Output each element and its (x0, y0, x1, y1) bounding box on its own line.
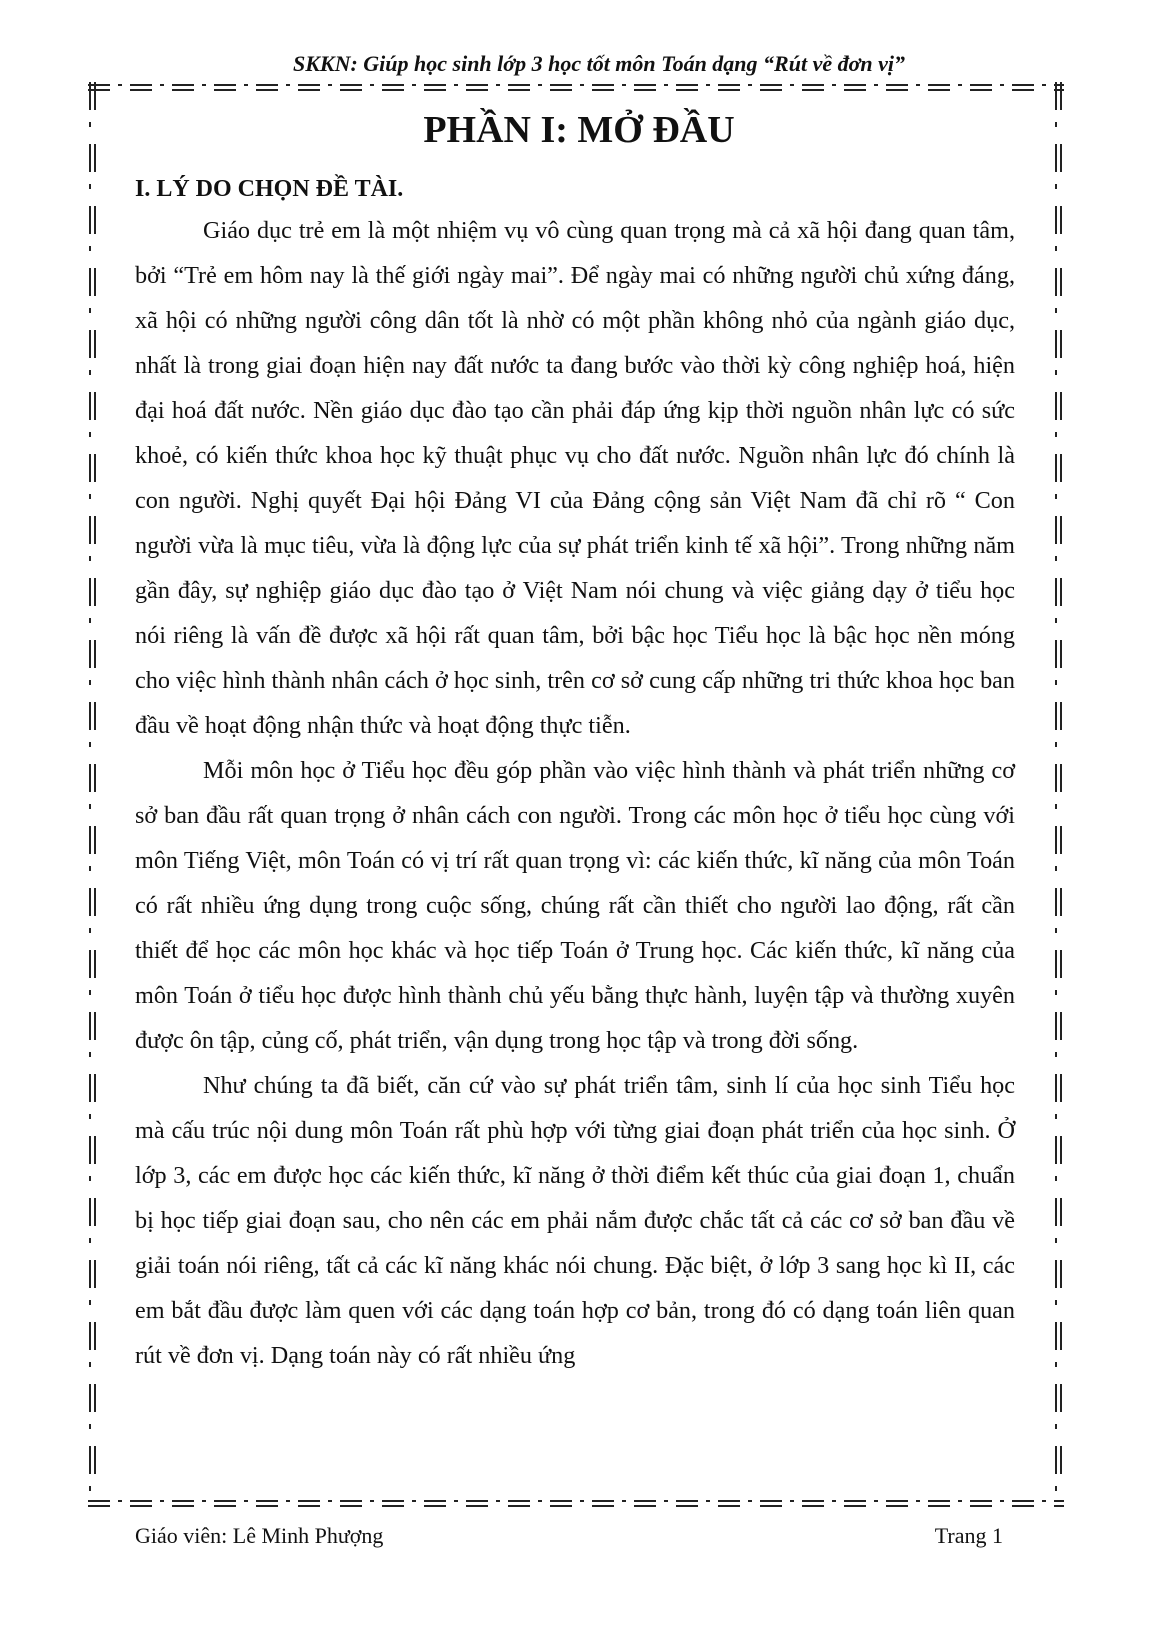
border-top (88, 82, 1064, 92)
page-number: Trang 1 (934, 1523, 1003, 1548)
section-heading: I. LÝ DO CHỌN ĐỀ TÀI. (135, 176, 404, 202)
body-text (135, 208, 1015, 1378)
paragraph: Như chúng ta đã biết, căn cứ vào sự phát triển tâm, sinh lí của học sinh Tiểu học mà cấu trúc nội dung môn Toán rất phù hợp với từng giai đoạn phát triển của học sinh. Ở lớp 3, các em được học các kiến thức, kĩ năng ở thời điểm kết thúc của giai đoạn 1, chuẩn bị học tiếp giai đoạn sau, cho nên các em phải nắm được chắc tất cả các cơ sở ban đầu về giải toán nói riêng, tất cả các kĩ năng khác nói chung. Đặc biệt, ở lớp 3 sang học kì II, các em bắt đầu được làm quen với các dạng toán hợp cơ bản, trong đó có dạng toán liên quan rút về đơn vị. Dạng toán này có rất nhiều ứng (135, 1072, 1015, 1369)
footer-teacher: Giáo viên: Lê Minh Phượng (135, 1523, 384, 1548)
paragraph: Giáo dục trẻ em là một nhiệm vụ vô cùng quan trọng mà cả xã hội đang quan tâm, bởi “Trẻ em hôm nay là thế giới ngày mai”. Để ngày mai có những người chủ xứng đáng, xã hội có những người công dân tốt là nhờ có một phần không nhỏ của ngành giáo dục, nhất là trong giai đoạn hiện nay đất nước ta đang bước vào thời kỳ công nghiệp hoá, hiện đại hoá đất nước. Nền giáo dục đào tạo cần phải đáp ứng kịp thời nguồn nhân lực có sức khoẻ, có kiến thức khoa học kỹ thuật phục vụ cho đất nước. Nguồn nhân lực đó chính là con người. Nghị quyết Đại hội Đảng VI của Đảng cộng sản Việt Nam đã chỉ rõ “ Con người vừa là mục tiêu, vừa là động lực của sự phát triển kinh tế xã hội”. Trong những năm gần đây, sự nghiệp giáo dục đào tạo ở Việt Nam nói chung và việc giảng dạy ở tiểu học nói riêng là vấn đề được xã hội rất quan tâm, bởi bậc học Tiểu học là bậc học nền móng cho việc hình thành nhân cách ở học sinh, trên cơ sở cung cấp những tri thức khoa học ban đầu về hoạt động nhận thức và hoạt động thực tiễn. (135, 217, 1015, 739)
part-title: PHẦN I: MỞ ĐẦU (423, 109, 735, 151)
border-right (1054, 82, 1064, 1508)
running-header: SKKN: Giúp học sinh lớp 3 học tốt môn Toán dạng “Rút về đơn vị” (292, 51, 906, 76)
border-bottom (88, 1498, 1064, 1508)
border-left (88, 82, 98, 1508)
paragraph: Mỗi môn học ở Tiểu học đều góp phần vào việc hình thành và phát triển những cơ sở ban đầu rất quan trọng ở nhân cách con người. Trong các môn học ở tiểu học cùng với môn Tiếng Việt, môn Toán có vị trí rất quan trọng vì: các kiến thức, kĩ năng của môn Toán có rất nhiều ứng dụng trong cuộc sống, chúng rất cần thiết cho người lao động, rất cần thiết để học các môn học khác và học tiếp Toán ở Trung học. Các kiến thức, kĩ năng của môn Toán ở tiểu học được hình thành chủ yếu bằng thực hành, luyện tập và thường xuyên được ôn tập, củng cố, phát triển, vận dụng trong học tập và trong đời sống. (135, 757, 1015, 1054)
